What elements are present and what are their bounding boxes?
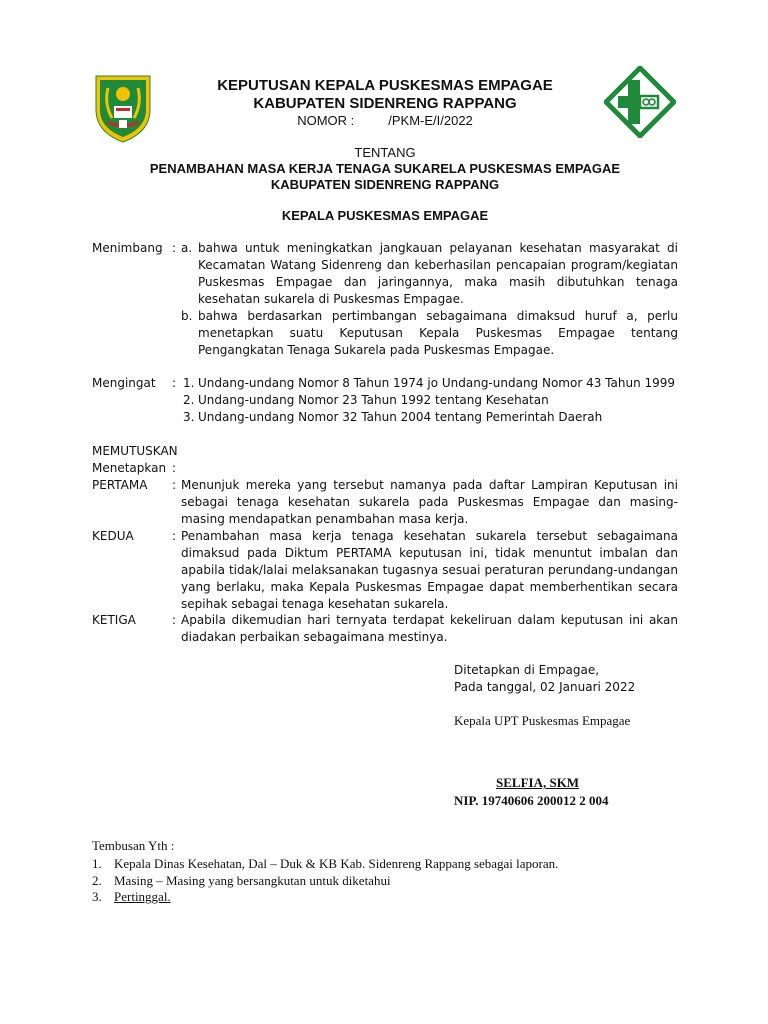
- mengingat-colon: :: [172, 376, 177, 390]
- tentang-label: TENTANG: [354, 145, 416, 160]
- mengingat-mark-2: 2.: [183, 393, 195, 407]
- menimbang-mark-b: b.: [181, 309, 193, 323]
- document-subtitle: KABUPATEN SIDENRENG RAPPANG: [253, 95, 517, 112]
- mengingat-mark-1: 1.: [183, 376, 195, 390]
- puskesmas-logo-icon: [604, 66, 676, 138]
- menimbang-mark-a: a.: [181, 241, 193, 255]
- mengingat-item-2: Undang-undang Nomor 23 Tahun 1992 tentang Kesehatan: [198, 393, 549, 407]
- subject-line-2: KABUPATEN SIDENRENG RAPPANG: [270, 177, 500, 192]
- diktum-text-pertama: Menunjuk mereka yang tersebut namanya pada daftar Lampiran Keputusan ini sebagai tenaga kesehatan sukarela pada Puskesmas Empagae dan masing-masing mendapatkan penambahan masa kerja.: [181, 478, 678, 526]
- diktum-colon-kedua: :: [172, 529, 177, 543]
- mengingat-item-1: Undang-undang Nomor 8 Tahun 1974 jo Undang-undang Nomor 43 Tahun 1999: [198, 376, 676, 390]
- signer-name: SELFIA, SKM: [496, 775, 580, 790]
- memutuskan-label: MEMUTUSKAN: [92, 444, 178, 458]
- tembusan-num-2: 2.: [92, 873, 102, 888]
- nomor-label: NOMOR :: [297, 113, 355, 128]
- mengingat-mark-3: 3.: [183, 410, 195, 424]
- subject-line-1: PENAMBAHAN MASA KERJA TENAGA SUKARELA PUSKESMAS EMPAGAE: [149, 161, 621, 176]
- diktum-text-ketiga: Apabila dikemudian hari ternyata terdapat kekeliruan dalam keputusan ini akan diadakan perbaikan sebagaimana mestinya.: [181, 613, 678, 644]
- nomor-value: /PKM-E/I/2022: [388, 113, 473, 128]
- tembusan-item-3: Pertinggal.: [114, 889, 171, 904]
- diktum-colon-pertama: :: [172, 478, 177, 492]
- menetapkan-colon: :: [172, 461, 177, 475]
- menimbang-label: Menimbang: [92, 241, 163, 255]
- diktum-label-pertama: PERTAMA: [92, 478, 148, 492]
- diktum-text-kedua: Penambahan masa kerja tenaga kesehatan sukarela tersebut sebagaimana dimaksud pada Diktum PERTAMA keputusan ini, tidak menuntut imbalan dan apabila tidak/lalai melaksanakan tugasnya sesuai peraturan perundang-undangan yang berlaku, maka Kepala Puskesmas Empagae dapat memberhentikan secara sepihak sebagai tenaga kesehatan sukarela.: [181, 529, 678, 611]
- menimbang-item-a: bahwa untuk meningkatkan jangkauan pelayanan kesehatan masyarakat di Kecamatan Watang Sidenreng dan keberhasilan pencapaian program/kegiatan Puskesmas Empagae dan jaringannya, maka masih dibutuhkan tenaga kesehatan sukarela di Puskesmas Empagae.: [198, 241, 678, 306]
- issuer-heading: KEPALA PUSKESMAS EMPAGAE: [281, 208, 489, 223]
- signer-nip: NIP. 19740606 200012 2 004: [454, 793, 609, 808]
- tembusan-item-2: Masing – Masing yang bersangkutan untuk diketahui: [114, 873, 391, 888]
- diktum-colon-ketiga: :: [172, 613, 177, 627]
- tembusan-label: Tembusan Yth :: [92, 838, 175, 853]
- diktum-label-kedua: KEDUA: [92, 529, 134, 543]
- tembusan-num-1: 1.: [92, 856, 102, 871]
- document-title: KEPUTUSAN KEPALA PUSKESMAS EMPAGAE: [217, 77, 553, 94]
- signer-position: Kepala UPT Puskesmas Empagae: [454, 713, 631, 728]
- penetapan-date: Pada tanggal, 02 Januari 2022: [454, 680, 636, 694]
- tembusan-num-3: 3.: [92, 889, 102, 904]
- menimbang-colon: :: [172, 241, 177, 255]
- regency-emblem-icon: [90, 70, 156, 144]
- menimbang-item-b: bahwa berdasarkan pertimbangan sebagaimana dimaksud huruf a, perlu menetapkan suatu Keputusan Kepala Puskesmas Empagae tentang Pengangkatan Tenaga Sukarela pada Puskesmas Empagae.: [198, 309, 678, 357]
- diktum-label-ketiga: KETIGA: [92, 613, 136, 627]
- tembusan-item-1: Kepala Dinas Kesehatan, Dal – Duk & KB Kab. Sidenreng Rappang sebagai laporan.: [114, 856, 559, 871]
- mengingat-item-3: Undang-undang Nomor 32 Tahun 2004 tentang Pemerintah Daerah: [198, 410, 603, 424]
- mengingat-label: Mengingat: [92, 376, 156, 390]
- menetapkan-label: Menetapkan: [92, 461, 167, 475]
- document-number: [160, 113, 610, 128]
- penetapan-place: Ditetapkan di Empagae,: [454, 663, 600, 677]
